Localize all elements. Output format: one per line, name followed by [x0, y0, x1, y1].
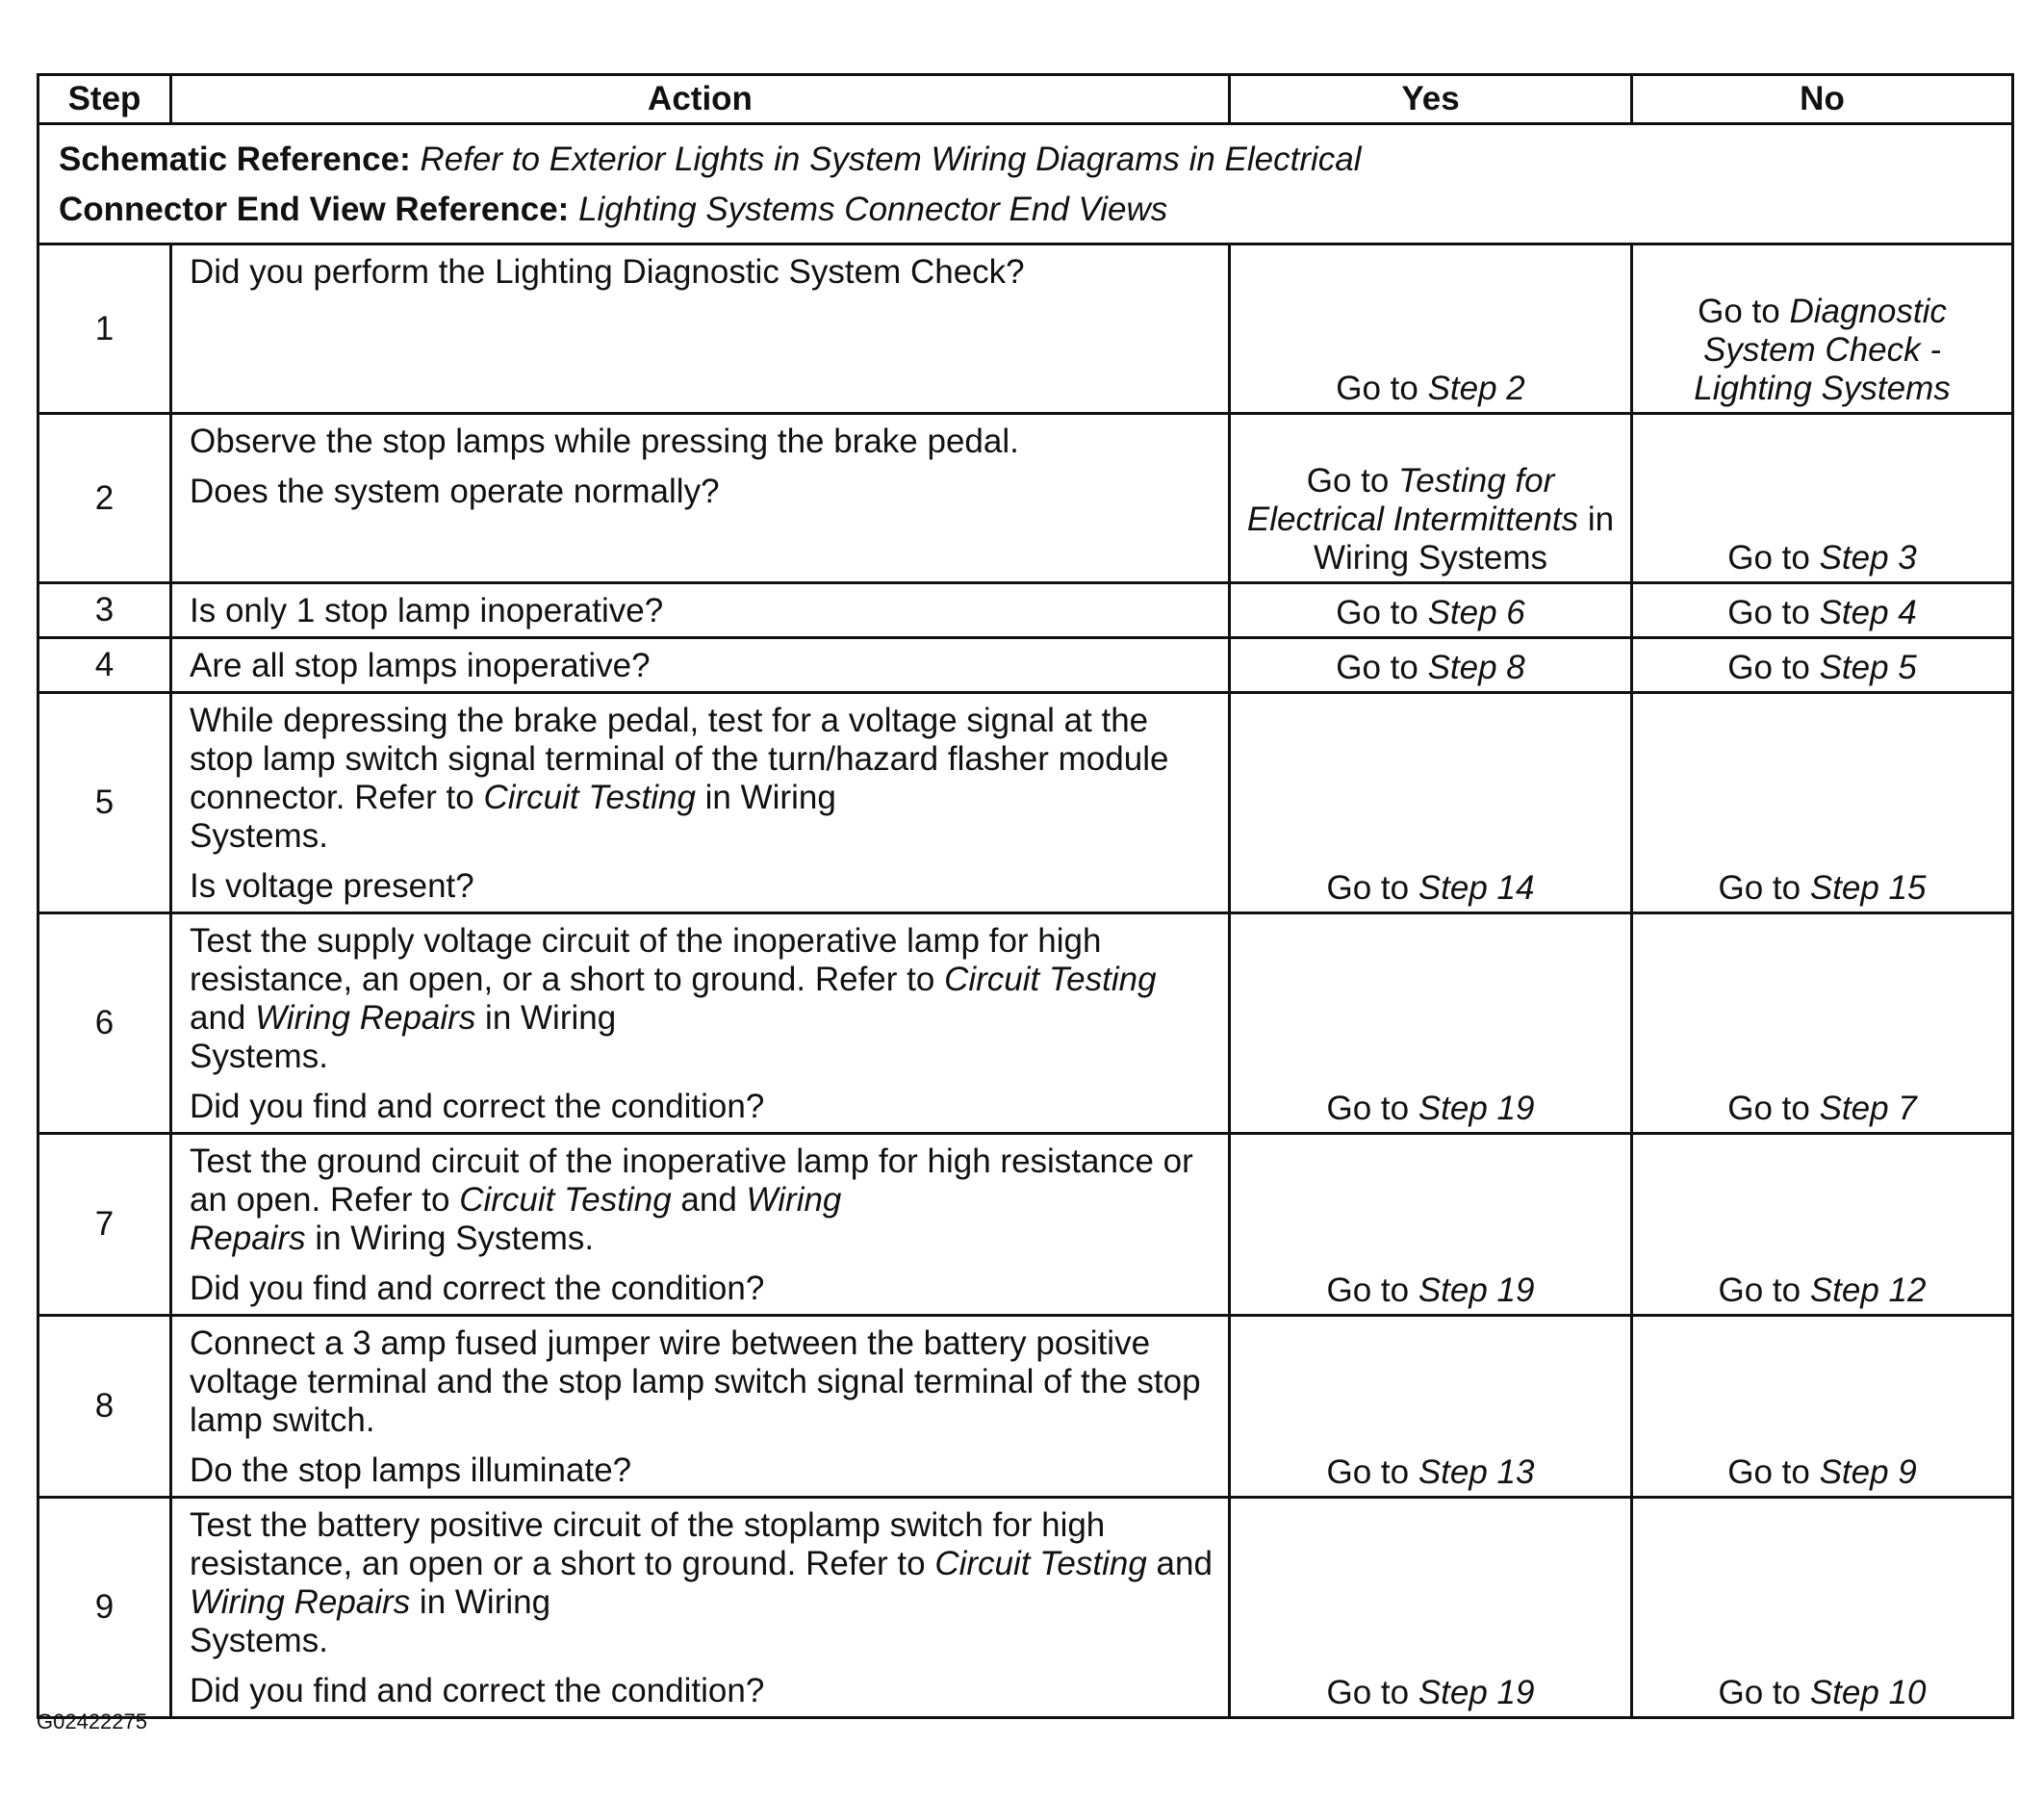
action-text: Did you find and correct the condition?	[190, 1672, 765, 1709]
action-text: Is only 1 stop lamp inoperative?	[190, 592, 664, 629]
step-row-8	[38, 1316, 2013, 1498]
step-row-3	[38, 583, 2013, 638]
step-yes-result	[1230, 1134, 1632, 1316]
yes-result-text: Go to Step 14	[1326, 869, 1535, 907]
yes-result-text: Go to Step 8	[1336, 649, 1525, 686]
action-text: Observe the stop lamps while pressing the brake pedal.	[190, 423, 1019, 460]
action-text: Connect a 3 amp fused jumper wire between the battery positive voltage terminal and the stop lamp switch signal terminal of the stop lamp switch.	[190, 1324, 1201, 1439]
no-result-text: Go to Step 3	[1727, 539, 1917, 577]
action-text: Does the system operate normally?	[190, 473, 720, 510]
action-text: Did you perform the Lighting Diagnostic System Check?	[190, 253, 1025, 291]
step-action	[171, 1316, 1230, 1498]
connector-reference-text: Lighting Systems Connector End Views	[578, 191, 1168, 228]
step-action	[171, 693, 1230, 913]
step-action	[171, 583, 1230, 638]
schematic-reference-text: Refer to Exterior Lights in System Wiring Diagrams in Electrical	[420, 141, 1362, 178]
yes-result-text: Go to Testing for Electrical Intermittents in Wiring Systems	[1246, 462, 1615, 577]
header-no: No	[1632, 75, 2013, 124]
step-yes-result	[1230, 583, 1632, 638]
action-text: Is voltage present?	[190, 867, 474, 905]
no-result-text: Go to Step 4	[1727, 594, 1917, 631]
step-action	[171, 244, 1230, 414]
step-number: 1	[38, 244, 171, 414]
step-number: 7	[38, 1134, 171, 1316]
action-text: Do the stop lamps illuminate?	[190, 1451, 632, 1489]
step-action	[171, 414, 1230, 583]
step-number: 3	[38, 583, 171, 638]
no-result-text: Go to Step 15	[1718, 869, 1927, 907]
step-no-result	[1632, 638, 2013, 693]
action-text: Did you find and correct the condition?	[190, 1270, 765, 1307]
step-row-7	[38, 1134, 2013, 1316]
step-no-result	[1632, 1316, 2013, 1498]
yes-result-text: Go to Step 19	[1326, 1674, 1535, 1711]
action-text: Did you find and correct the condition?	[190, 1088, 765, 1125]
step-yes-result	[1230, 244, 1632, 414]
connector-reference-label: Connector End View Reference:	[59, 191, 570, 228]
yes-result-text: Go to Step 6	[1336, 594, 1525, 631]
step-yes-result	[1230, 638, 1632, 693]
step-action	[171, 1498, 1230, 1718]
header-yes: Yes	[1230, 75, 1632, 124]
no-result-text: Go to Step 9	[1727, 1453, 1917, 1491]
step-yes-result	[1230, 414, 1632, 583]
no-result-text: Go to Diagnostic System Check - Lighting Systems	[1694, 293, 1951, 407]
no-result-text: Go to Step 5	[1727, 649, 1917, 686]
reference-row	[38, 124, 2013, 244]
step-yes-result	[1230, 1316, 1632, 1498]
step-no-result	[1632, 1498, 2013, 1718]
header-action: Action	[171, 75, 1230, 124]
step-number: 9	[38, 1498, 171, 1718]
action-text: Test the battery positive circuit of the stoplamp switch for high resistance, an open or a short to ground. Refer to Circuit Testing and Wiring Repairs in Wiring Systems.	[190, 1506, 1213, 1659]
step-action	[171, 1134, 1230, 1316]
schematic-reference-label: Schematic Reference:	[59, 141, 411, 178]
step-row-9	[38, 1498, 2013, 1718]
step-row-1	[38, 244, 2013, 414]
no-result-text: Go to Step 7	[1727, 1090, 1917, 1127]
reference-cell	[38, 124, 2013, 244]
step-number: 4	[38, 638, 171, 693]
action-text: Test the supply voltage circuit of the inoperative lamp for high resistance, an open, or a short to ground. Refer to Circuit Testing and Wiring Repairs in Wiring Systems.	[190, 922, 1157, 1075]
step-row-2	[38, 414, 2013, 583]
yes-result-text: Go to Step 13	[1326, 1453, 1535, 1491]
step-number: 8	[38, 1316, 171, 1498]
step-row-5	[38, 693, 2013, 913]
step-no-result	[1632, 244, 2013, 414]
schematic-reference	[59, 135, 1992, 185]
yes-result-text: Go to Step 19	[1326, 1090, 1535, 1127]
step-no-result	[1632, 1134, 2013, 1316]
step-yes-result	[1230, 913, 1632, 1134]
yes-result-text: Go to Step 19	[1326, 1271, 1535, 1309]
step-number: 2	[38, 414, 171, 583]
no-result-text: Go to Step 10	[1718, 1674, 1927, 1711]
yes-result-text: Go to Step 2	[1336, 370, 1525, 407]
diagnostic-table	[37, 73, 2014, 1719]
action-text: Test the ground circuit of the inoperative lamp for high resistance or an open. Refer to Circuit Testing and Wiring Repairs in Wiring Systems.	[190, 1143, 1193, 1257]
action-text: Are all stop lamps inoperative?	[190, 647, 651, 684]
step-row-6	[38, 913, 2013, 1134]
step-number: 6	[38, 913, 171, 1134]
step-yes-result	[1230, 1498, 1632, 1718]
step-no-result	[1632, 414, 2013, 583]
connector-reference	[59, 185, 1992, 235]
no-result-text: Go to Step 12	[1718, 1271, 1927, 1309]
step-no-result	[1632, 913, 2013, 1134]
figure-id: G02422275	[37, 1709, 147, 1734]
step-yes-result	[1230, 693, 1632, 913]
step-row-4	[38, 638, 2013, 693]
step-no-result	[1632, 693, 2013, 913]
step-number: 5	[38, 693, 171, 913]
step-action	[171, 638, 1230, 693]
step-action	[171, 913, 1230, 1134]
step-no-result	[1632, 583, 2013, 638]
header-row	[38, 75, 2013, 124]
header-step: Step	[38, 75, 171, 124]
action-text: While depressing the brake pedal, test for a voltage signal at the stop lamp switch signal terminal of the turn/hazard flasher module connector. Refer to Circuit Testing in Wiring Systems.	[190, 702, 1169, 855]
